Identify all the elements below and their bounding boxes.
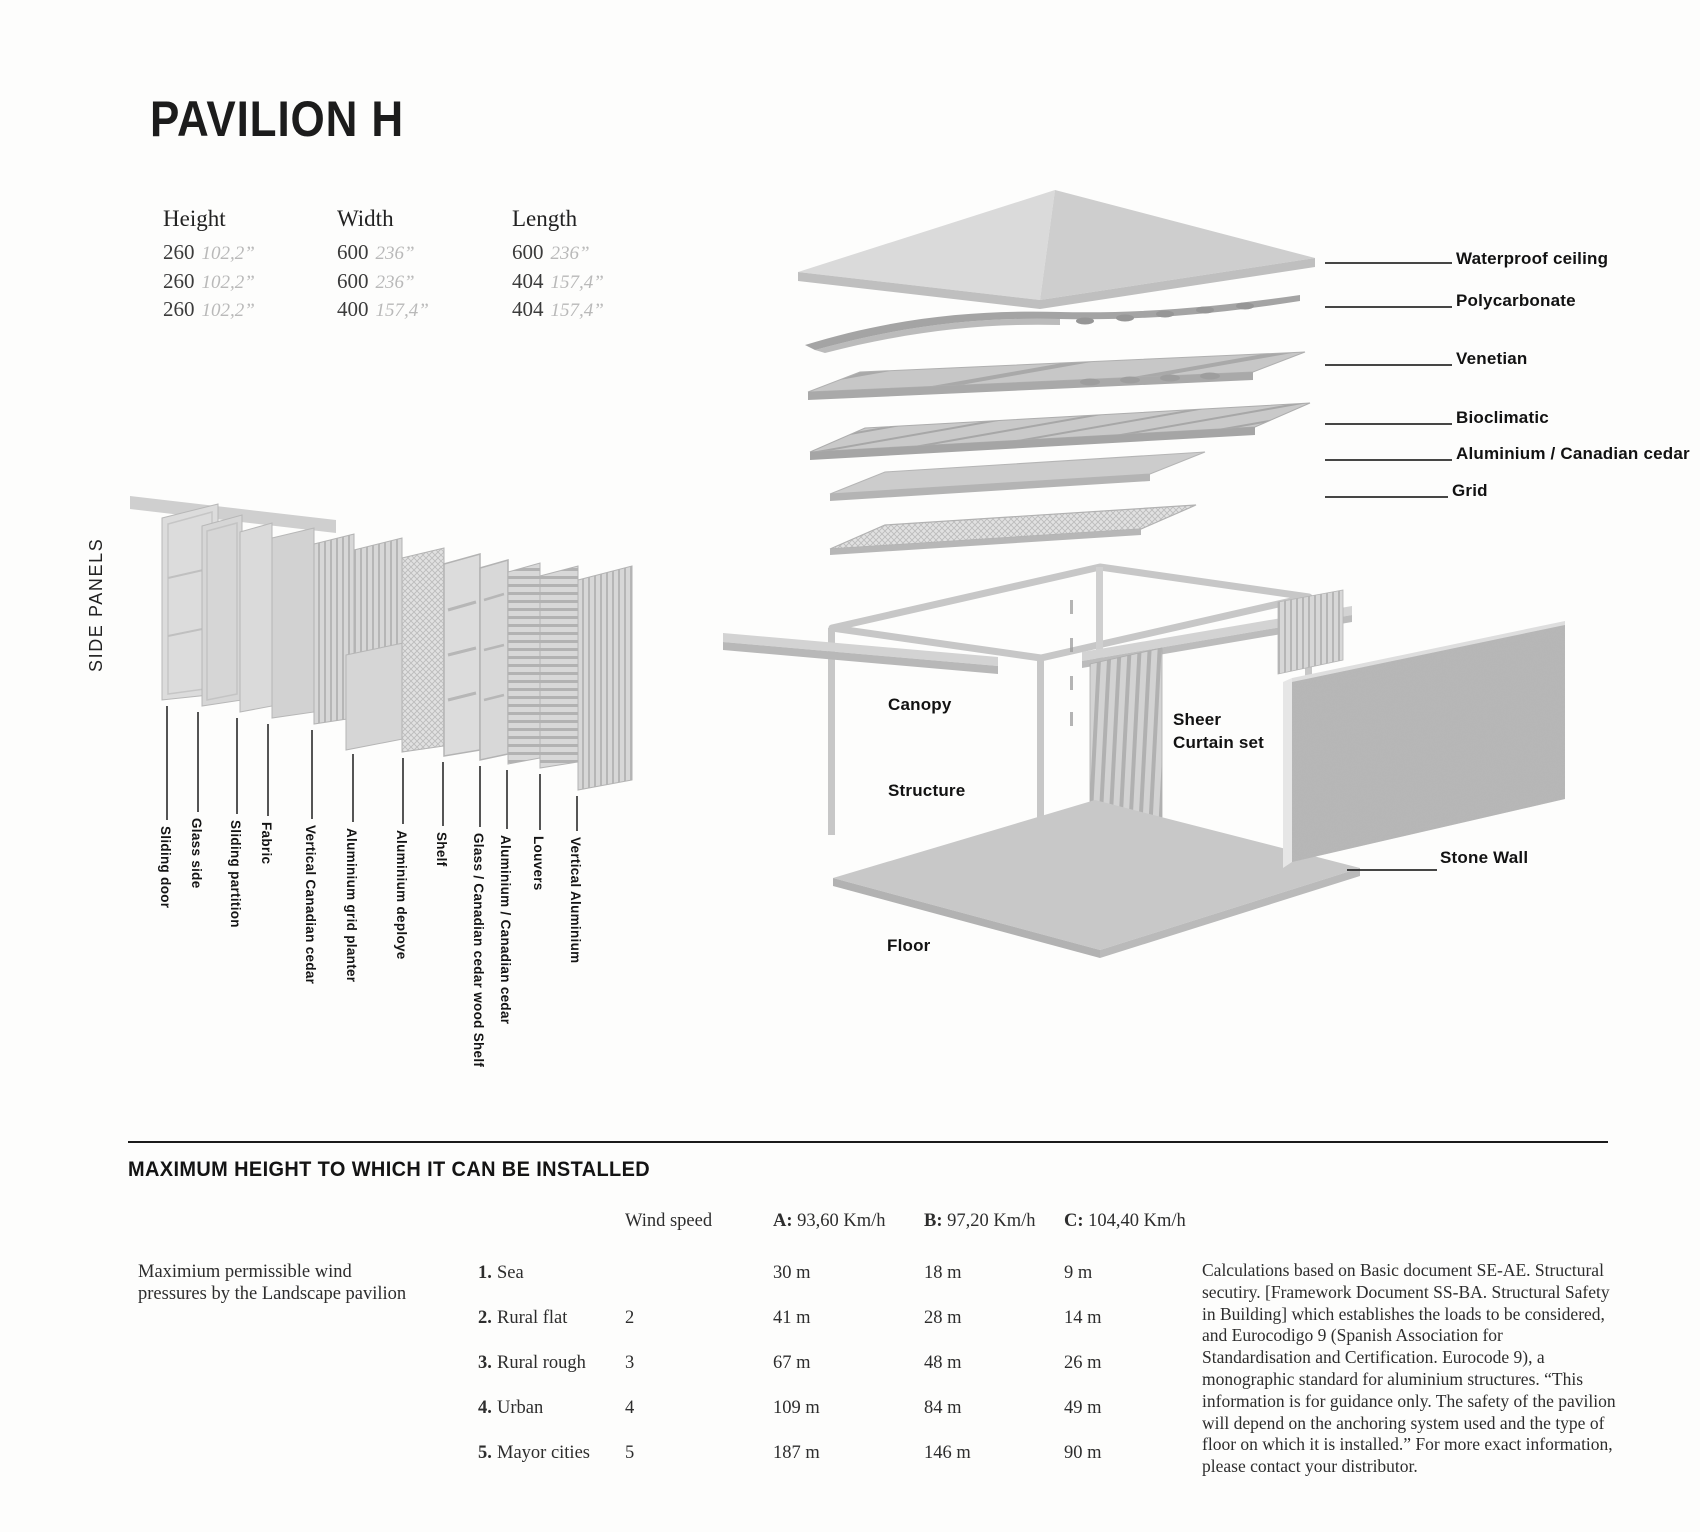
page-title: PAVILION H (150, 91, 405, 147)
roof-label-aluminium-cedar: Aluminium / Canadian cedar (1456, 444, 1690, 463)
dimension-row: 600 236” (337, 268, 415, 293)
column-b-header: B: 97,20 Km/h (924, 1211, 1036, 1231)
dimension-row: 600 236” (337, 240, 415, 264)
dimension-row: 400 157,4” (337, 297, 429, 321)
label-structure: Structure (888, 781, 966, 800)
dimension-row: 260 102,2” (163, 297, 255, 321)
dimension-row: 404 157,4” (512, 268, 604, 293)
dimension-row: 260 102,2” (163, 268, 255, 293)
column-a-header: A: 93,60 Km/h (773, 1211, 886, 1231)
hanging-hardware-dashes (1070, 600, 1073, 726)
column-c-header: C: 104,40 Km/h (1064, 1211, 1186, 1231)
installation-heading: MAXIMUM HEIGHT TO WHICH IT CAN BE INSTALLED (128, 1158, 651, 1181)
panel-glass-side (202, 515, 242, 706)
side-panel-label: Shelf (434, 832, 449, 867)
table-row: 3. Rural rough 3 67 m 48 m 26 m (478, 1353, 1102, 1373)
label-canopy: Canopy (888, 695, 952, 714)
column-header: Height (163, 206, 226, 231)
table-row: 1. Sea 30 m 18 m 9 m (478, 1263, 1093, 1283)
note-line: Maximium permissible wind (138, 1262, 352, 1282)
panel-aluminium-deploye (402, 548, 444, 752)
calculations-disclaimer: Calculations based on Basic document SE-AE. Structural secutiry. [Framework Document SS-BA. Structural Safety in Building] which establishes the loads to be considered, and Eurocodigo 9 (Spanish Association for Standardisation and Certification. Eurocode 9), a monographic standard for aluminium structures. “This information is for guidance only. The safety of the pavilion will depend on the anchoring system used and the type of floor on which it is installed.” For more exact information, please contact your distributor. (1202, 1260, 1616, 1477)
side-panels-section-label: SIDE PANELS (86, 537, 106, 672)
dimension-row: 600 236” (512, 240, 590, 264)
side-panel-label: Fabric (259, 822, 274, 865)
label-floor: Floor (887, 936, 931, 955)
bioclimatic-layer (810, 403, 1310, 460)
grid-layer (830, 505, 1196, 555)
side-panel-label: Aluminium grid planter (344, 828, 359, 983)
side-panel-label: Glass side (189, 818, 204, 889)
label-curtain-set: Curtain set (1173, 733, 1264, 752)
label-stone-wall: Stone Wall (1440, 848, 1529, 867)
side-panel-label: Vertical Canadian cedar (303, 825, 318, 985)
waterproof-ceiling-layer (798, 190, 1315, 309)
side-panel-label: Sliding door (158, 826, 173, 909)
panel-aluminium-grid-planter (346, 538, 408, 750)
aluminium-cedar-layer (830, 452, 1205, 501)
panel-louvers (540, 566, 578, 768)
side-panel-label: Aluminium deploye (394, 830, 409, 960)
dimension-row: 404 157,4” (512, 297, 604, 321)
exploded-diagram (0, 140, 1700, 1050)
roof-label-bioclimatic: Bioclimatic (1456, 408, 1549, 427)
canopy-plank (723, 633, 998, 674)
panel-sliding-partition (240, 523, 272, 712)
table-row: 5. Mayor cities 5 187 m 146 m 90 m (478, 1443, 1102, 1463)
panel-aluminium-canadian-cedar (508, 563, 540, 764)
roof-label-grid: Grid (1452, 481, 1488, 500)
section-divider (128, 1141, 1608, 1143)
panel-vertical-aluminium (578, 566, 632, 790)
small-curtain (1278, 590, 1343, 674)
venetian-layer (808, 352, 1305, 400)
panel-glass-cedar-shelf (480, 560, 508, 760)
table-row: 4. Urban 4 109 m 84 m 49 m (478, 1398, 1102, 1418)
side-panel-label: Aluminium / Canadian cedar (498, 835, 513, 1025)
side-panels-artwork (130, 496, 632, 831)
panel-shelf (444, 554, 480, 756)
floor-slab (833, 800, 1360, 958)
wind-speed-header: Wind speed (625, 1211, 713, 1231)
roof-label-polycarbonate: Polycarbonate (1456, 291, 1576, 310)
column-header: Length (512, 206, 578, 231)
side-panel-label: Vertical Aluminium (568, 837, 583, 964)
table-row: 2. Rural flat 2 41 m 28 m 14 m (478, 1308, 1102, 1328)
note-line: pressures by the Landscape pavilion (138, 1284, 407, 1304)
panel-fabric (272, 528, 314, 718)
side-panel-label: Glass / Canadian cedar wood Shelf (471, 833, 486, 1068)
side-panel-label: Sliding partition (228, 820, 243, 928)
side-panel-label: Louvers (531, 836, 546, 891)
label-sheer: Sheer (1173, 710, 1222, 729)
roof-label-venetian: Venetian (1456, 349, 1528, 368)
column-header: Width (337, 206, 394, 231)
dimension-row: 260 102,2” (163, 240, 255, 264)
roof-label-waterproof-ceiling: Waterproof ceiling (1456, 249, 1609, 268)
